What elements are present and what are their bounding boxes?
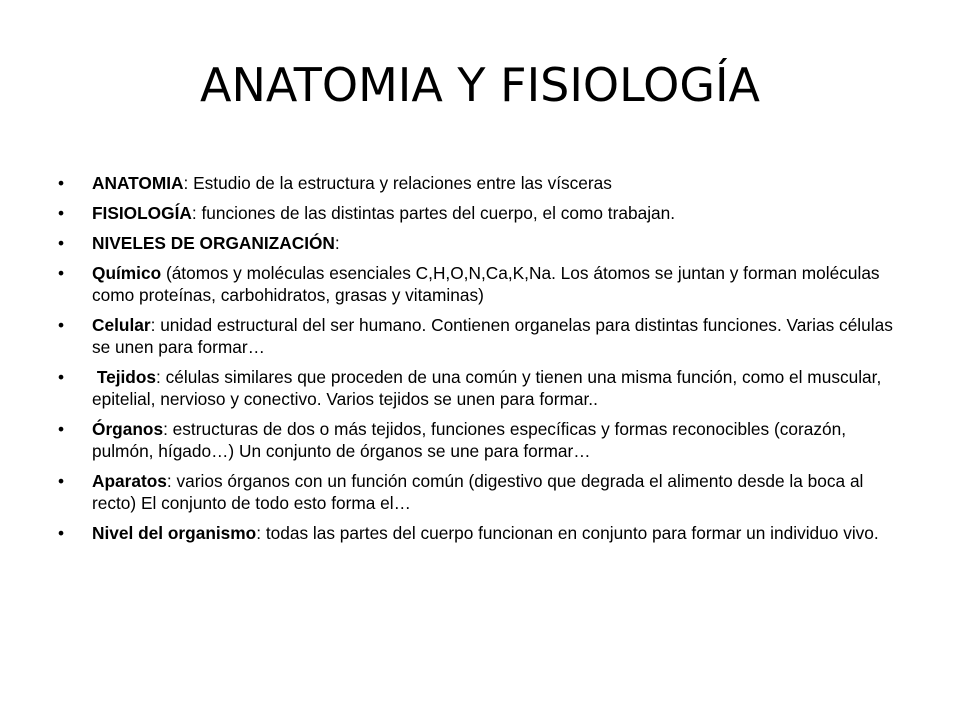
item-text: : Estudio de la estructura y relaciones entre las vísceras	[183, 173, 612, 193]
bullet-icon: •	[58, 203, 65, 223]
item-term: Aparatos	[92, 471, 167, 491]
item-term: Celular	[92, 315, 151, 335]
item-text: : unidad estructural del ser humano. Contienen organelas para distintas funciones. Varias células se unen para formar…	[92, 315, 893, 357]
item-term: Químico	[92, 263, 162, 283]
bullet-icon: •	[58, 523, 65, 543]
list-item-fisiologia	[58, 202, 908, 224]
list-item-anatomia	[58, 172, 908, 194]
item-term: Nivel del organismo	[92, 523, 257, 543]
list-item-celular	[58, 314, 908, 358]
item-term: NIVELES DE ORGANIZACIÓN	[92, 233, 335, 253]
list-item-organos	[58, 418, 908, 462]
item-term: ANATOMIA	[92, 173, 184, 193]
item-text: : células similares que proceden de una común y tienen una misma función, como el muscular, epitelial, nervioso y conectivo. Varios tejidos se unen para formar..	[92, 367, 882, 409]
item-term: FISIOLOGÍA	[92, 203, 192, 223]
bullet-icon: •	[58, 419, 65, 439]
bullet-icon: •	[58, 233, 65, 253]
list-item-quimico	[58, 262, 908, 306]
bullet-icon: •	[58, 367, 65, 387]
list-item-tejidos	[58, 366, 908, 410]
item-term: Órganos	[92, 419, 164, 439]
item-term: Tejidos	[96, 367, 157, 387]
list-item-niveles	[58, 232, 908, 254]
list-item-organismo	[58, 522, 908, 544]
item-text: :	[334, 233, 340, 253]
bullet-list	[58, 172, 908, 552]
slide-title: ANATOMIA Y FISIOLOGÍA	[199, 58, 761, 112]
list-item-aparatos	[58, 470, 908, 514]
item-text: : estructuras de dos o más tejidos, funciones específicas y formas reconocibles (corazón, pulmón, hígado…) Un conjunto de órganos se une para formar…	[92, 419, 846, 461]
bullet-icon: •	[58, 263, 65, 283]
item-text: : funciones de las distintas partes del cuerpo, el como trabajan.	[191, 203, 676, 223]
item-text: (átomos y moléculas esenciales C,H,O,N,Ca,K,Na. Los átomos se juntan y forman moléculas como proteínas, carbohidratos, grasas y vitaminas)	[92, 263, 880, 305]
bullet-icon: •	[58, 471, 65, 491]
bullet-icon: •	[58, 173, 65, 193]
bullet-icon: •	[58, 315, 65, 335]
item-text: : todas las partes del cuerpo funcionan en conjunto para formar un individuo vivo.	[256, 523, 879, 543]
item-text: : varios órganos con un función común (digestivo que degrada el alimento desde la boca al recto) El conjunto de todo esto forma el…	[92, 471, 864, 513]
